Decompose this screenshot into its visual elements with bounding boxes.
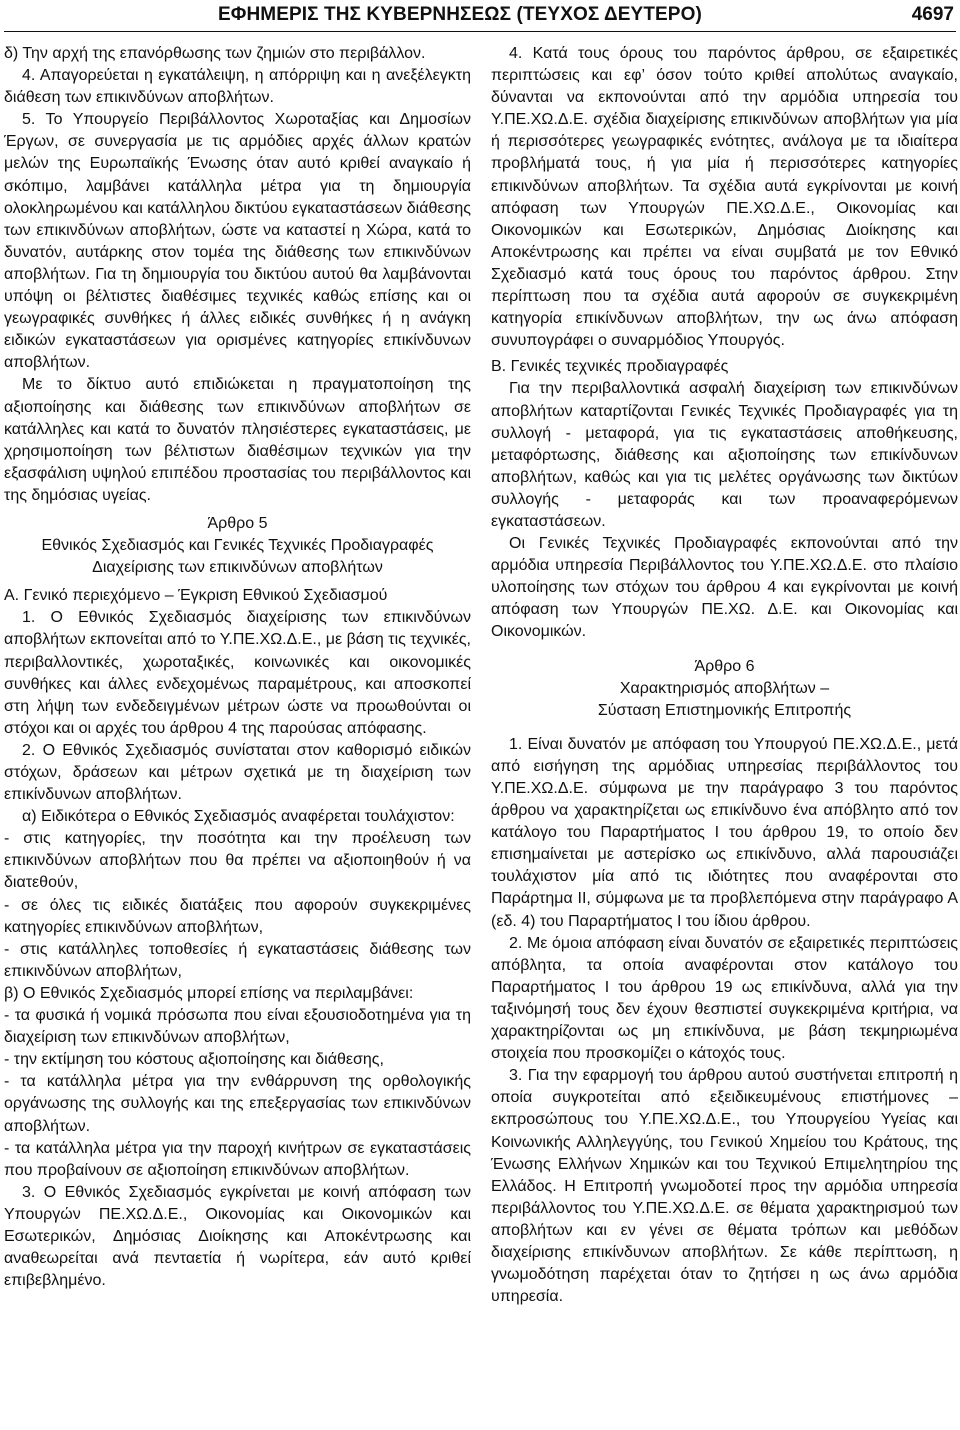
page-header — [0, 0, 960, 34]
paragraph: 2. Με όμοια απόφαση είναι δυνατόν σε εξαιρετικές περιπτώσεις απόβλητα, τα οποία αναφέρονται στον κατάλογο του Παραρτήματος Ι του άρθρου 19 ως επικίνδυνα, αλλά για την ταξινόμησή τους δεν έχουν θεσπιστεί συγκεκριμένα κριτήρια, να χαρακτηρίζονται ως μη επικίνδυνα, με βάση τεκμηριωμένα στοιχεία που προσκομίζει ο κάτοχός τους. — [491, 934, 958, 1063]
list-item: - τα φυσικά ή νομικά πρόσωπα που είναι εξουσιοδοτημένα για τη διαχείριση των επικινδύνων αποβλήτων, — [4, 1007, 471, 1047]
paragraph: Οι Γενικές Τεχνικές Προδιαγραφές εκπονούνται από την αρμόδια υπηρεσία Περιβάλλοντος του Υ.ΠΕ.ΧΩ.Δ.Ε. στο πλαίσιο υλοποίησης των στόχων του άρθρου 4 και εγκρίνονται με κοινή απόφαση των Υπουργών ΠΕ.ΧΩ. Δ.Ε. και Οικονομίας και Οικονομικών. — [491, 535, 958, 641]
paragraph: 2. Ο Εθνικός Σχεδιασμός συνίσταται στον καθορισμό ειδικών στόχων, δράσεων και μέτρων σχετικά με τη διαχείριση των επικίνδυνων αποβλήτων. — [4, 741, 471, 804]
list-item: - σε όλες τις ειδικές διατάξεις που αφορούν συγκεκριμένες κατηγορίες επικινδύνων αποβλήτων, — [4, 896, 471, 936]
paragraph: δ) Την αρχή της επανόρθωσης των ζημιών στο περιβάλλον. — [4, 45, 426, 62]
article-heading: Άρθρο 5 — [207, 514, 268, 532]
paragraph: Για την περιβαλλοντικά ασφαλή διαχείριση των επικινδύνων αποβλήτων καταρτίζονται Γενικές Τεχνικές Προδιαγραφές για τη συλλογή - μεταφορά, για τις εγκαταστάσεις αποθήκευσης, μεταφόρτωσης, διάθεσης και αξιοποίησης των επικίνδυνων αποβλήτων, καθώς και για τις μελέτες οργάνωσης των δικτύων συλλογής - μεταφοράς και των προαναφερόμενων εγκαταστάσεων. — [491, 380, 958, 530]
paragraph: 5. Το Υπουργείο Περιβάλλοντος Χωροταξίας και Δημοσίων Έργων, σε συνεργασία με τις αρμόδιες αρχές άλλων κρατών μελών της Ευρωπαϊκής Ένωσης όταν αυτό κριθεί αναγκαίο ή σκόπιμο, λαμβάνει κατάλληλα μέτρα για τη δημιουργία ολοκληρωμένου και κατάλληλου δικτύου εγκαταστάσεων διάθεσης των επικινδύνων αποβλήτων, ώστε να καταστεί η Χώρα, κατά το δυνατόν, αυτάρκης στον τομέα της διάθεσης των επικινδύνων αποβλήτων. Για τη δημιουργία του δικτύου αυτού θα λαμβάνονται υπόψη οι βέλτιστες διαθέσιμες τεχνικές καθώς επίσης και οι γεωγραφικές συνθήκες ή άλλες ειδικές συνθήκες ή η ανάγκη ειδικών εγκαταστάσεων για ορισμένες κατηγορίες επικίνδυνων αποβλήτων. — [4, 111, 471, 372]
running-title: ΕΦΗΜΕΡΙΣ ΤΗΣ ΚΥΒΕΡΝΗΣΕΩΣ (ΤΕΥΧΟΣ ΔΕΥΤΕΡΟ) — [218, 4, 702, 25]
left-column — [4, 43, 471, 1292]
section-subheading: Α. Γενικό περιεχόμενο – Έγκριση Εθνικού Σχεδιασμού — [4, 587, 388, 605]
list-item: - την εκτίμηση του κόστους αξιοποίησης και διάθεσης, — [4, 1051, 384, 1069]
paragraph: 4. Απαγορεύεται η εγκατάλειψη, η απόρριψη και η ανεξέλεγκτη διάθεση των επικινδύνων αποβλήτων. — [4, 67, 471, 107]
article-5-title-block — [4, 513, 471, 579]
article-title: Διαχείρισης των επικινδύνων αποβλήτων — [92, 559, 383, 577]
paragraph: α) Ειδικότερα ο Εθνικός Σχεδιασμός αναφέρεται τουλάχιστον: — [22, 808, 455, 826]
paragraph: β) Ο Εθνικός Σχεδιασμός μπορεί επίσης να περιλαμβάνει: — [4, 984, 414, 1002]
page-number: 4697 — [911, 4, 954, 25]
right-column — [491, 43, 958, 1308]
article-title: Χαρακτηρισμός αποβλήτων – — [619, 679, 830, 697]
list-item: - τα κατάλληλα μέτρα για την παροχή κινήτρων σε εγκαταστάσεις που προβαίνουν σε αξιοποίηση επικινδύνων αποβλήτων. — [4, 1139, 471, 1179]
article-title: Σύσταση Επιστημονικής Επιτροπής — [597, 701, 852, 719]
paragraph: 3. Για την εφαρμογή του άρθρου αυτού συστήνεται επιτροπή η οποία συγκροτείται από εξειδικευμένους επιστήμονες – εκπροσώπους του Υ.ΠΕ.ΧΩ.Δ.Ε., του Υπουργείου Υγείας και Κοινωνικής Αλληλεγγύης, του Γενικού Χημείου του Κράτους, της Ένωσης Ελλήνων Χημικών και του Τεχνικού Επιμελητηρίου της Ελλάδος. Η Επιτροπή γνωμοδοτεί προς την αρμόδια υπηρεσία περιβάλλοντος του Υ.ΠΕ.ΧΩ.Δ.Ε. σε θέματα χαρακτηρισμού των αποβλήτων και εν γένει σε θέματα τρόπων και μεθόδων διαχείρισης επικίνδυνων αποβλήτων. Σε κάθε περίπτωση, η γνωμοδότηση παρέχεται όταν το ζητήσει η ως άνω αρμόδια υπηρεσία. — [491, 1067, 958, 1306]
header-rule — [4, 31, 956, 32]
paragraph: Με το δίκτυο αυτό επιδιώκεται η πραγματοποίηση της αξιοποίησης και διάθεσης των επικινδύνων αποβλήτων σε κατάλληλες και κατά το δυνατόν πλησιέστερες εγκαταστάσεις, με χρησιμοποίηση των βέλτιστων διαθέσιμων τεχνικών για την εξασφάλιση υψηλού επιπέδου προστασίας του περιβάλλοντος και της δημόσιας υγείας. — [4, 376, 471, 504]
paragraph: 4. Κατά τους όρους του παρόντος άρθρου, σε εξαιρετικές περιπτώσεις και εφ’ όσον τούτο κριθεί απολύτως αναγκαίο, δύνανται να εκπονούνται από την αρμόδια υπηρεσία του Υ.ΠΕ.ΧΩ.Δ.Ε. σχέδια διαχείρισης επικινδύνων αποβλήτων για μία ή περισσότερες γεωγραφικές ενότητες, ανάλογα με τα ιδιαίτερα προβλήματά τους, ή για μία ή περισσότερες κατηγορίες επικινδύνων αποβλήτων. Τα σχέδια αυτά εγκρίνονται με κοινή απόφαση των Υπουργών ΠΕ.ΧΩ.Δ.Ε., Οικονομίας και Οικονομικών και Εσωτερικών, Δημόσιας Διοίκησης και Αποκέντρωσης και πρέπει να είναι συμβατά με τον Εθνικό Σχεδιασμό κατά τους όρους του παρόντος άρθρου. Στην περίπτωση που τα σχέδια αυτά αφορούν σε συγκεκριμένη κατηγορία επικίνδυνων αποβλήτων, την ως άνω απόφαση συνυπογράφει ο συναρμόδιος Υπουργός. — [491, 45, 958, 350]
list-item: - στις κατηγορίες, την ποσότητα και την προέλευση των επικινδύνων αποβλήτων που θα πρέπει να αξιοποιηθούν ή να διατεθούν, — [4, 830, 471, 892]
list-item: - στις κατάλληλες τοποθεσίες ή εγκαταστάσεις διάθεσης των επικινδύνων αποβλήτων, — [4, 940, 471, 980]
paragraph: 1. Είναι δυνατόν με απόφαση του Υπουργού ΠΕ.ΧΩ.Δ.Ε., μετά από εισήγηση της αρμόδιας υπηρεσίας περιβάλλοντος του Υ.ΠΕ.ΧΩ.Δ.Ε. σύμφωνα με την παράγραφο 3 του παρόντος άρθρου να χαρακτηρίζεται ως επικίνδυνο ένα απόβλητο από τον κατάλογο του Παραρτήματος Ι του άρθρου 19, το οποίο δεν επισημαίνεται με αστερίσκο ως επικίνδυνο, αλλά παρουσιάζει τουλάχιστον μία από τις ιδιότητες που αναφέρονται στο Παράρτημα ΙΙ, σύμφωνα με τα προβλεπόμενα στην παράγραφο Α (εδ. 4) του Παραρτήματος Ι του ίδιου άρθρου. — [491, 735, 958, 930]
article-heading: Άρθρο 6 — [694, 657, 755, 675]
list-item: - τα κατάλληλα μέτρα για την ενθάρρυνση της ορθολογικής οργάνωσης της συλλογής και της επεξεργασίας των επικινδύνων αποβλήτων. — [4, 1073, 471, 1135]
section-subheading: Β. Γενικές τεχνικές προδιαγραφές — [491, 358, 729, 376]
paragraph: 1. Ο Εθνικός Σχεδιασμός διαχείρισης των επικινδύνων αποβλήτων εκπονείται από το Υ.ΠΕ.ΧΩ.Δ.Ε., με βάση τις τεχνικές, περιβαλλοντικές, χωροταξικές, κοινωνικές και οικονομικές συνθήκες και άλλες ενδεχομένως παραμέτρους, και αποσκοπεί στη λήψη των ενδεδειγμένων μέτρων ώστε να προωθούνται οι στόχοι και οι αρχές του άρθρου 4 της παρούσας απόφασης. — [4, 609, 471, 737]
article-title: Εθνικός Σχεδιασμός και Γενικές Τεχνικές Προδιαγραφές — [41, 537, 434, 555]
article-6-title-block — [491, 656, 958, 722]
paragraph: 3. Ο Εθνικός Σχεδιασμός εγκρίνεται με κοινή απόφαση των Υπουργών ΠΕ.ΧΩ.Δ.Ε., Οικονομίας και Οικονομικών και Εσωτερικών, Δημόσιας Διοίκησης και Αποκέντρωσης και αναθεωρείται ανά πενταετία ή νωρίτερα, εάν αυτό κριθεί επιβεβλημένο. — [4, 1183, 471, 1290]
